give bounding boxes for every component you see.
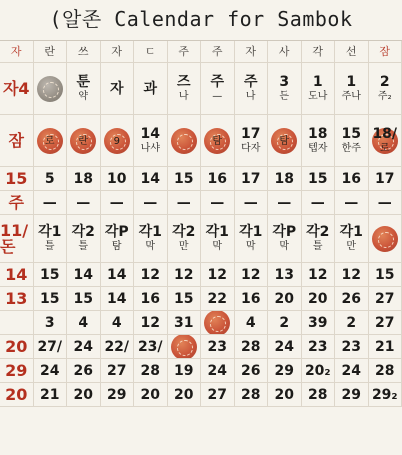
day-cell[interactable]: [268, 63, 302, 115]
day-number: 각1: [38, 225, 61, 239]
row-label: 15: [0, 167, 34, 191]
day-cell[interactable]: [268, 359, 302, 383]
day-cell[interactable]: [134, 167, 168, 191]
weekday-header: 쓰: [67, 41, 101, 63]
day-number: 4: [78, 316, 88, 330]
day-cell[interactable]: [302, 359, 336, 383]
day-cell[interactable]: [168, 63, 202, 115]
day-number: 28: [241, 340, 260, 354]
day-number: 13: [275, 268, 294, 282]
day-number: 39: [308, 316, 327, 330]
day-cell[interactable]: [268, 167, 302, 191]
day-cell[interactable]: [302, 215, 336, 263]
row-label: 자4: [0, 63, 34, 115]
seal-stamp-icon: [204, 311, 230, 335]
day-number: 각2: [72, 225, 95, 239]
day-number: 23/: [138, 340, 163, 354]
weekday-header: 자: [101, 41, 135, 63]
day-note: 나: [179, 92, 189, 102]
day-number: 26: [342, 292, 361, 306]
row-label: 13: [0, 287, 34, 311]
day-number: 20: [74, 388, 93, 402]
day-cell[interactable]: [201, 263, 235, 287]
day-number: —: [43, 196, 57, 210]
day-cell[interactable]: [67, 335, 101, 359]
day-cell[interactable]: [369, 383, 402, 407]
day-cell[interactable]: [34, 359, 68, 383]
day-cell[interactable]: [67, 311, 101, 335]
day-number: 18/: [372, 127, 397, 141]
day-number: —: [311, 196, 325, 210]
day-cell[interactable]: [67, 63, 101, 115]
day-cell[interactable]: [34, 383, 68, 407]
seal-stamp-icon: [37, 76, 63, 102]
day-cell[interactable]: [335, 287, 369, 311]
day-cell[interactable]: [134, 263, 168, 287]
day-number: 2: [279, 316, 289, 330]
day-note: 틀: [313, 242, 323, 252]
seal-stamp-icon: [372, 226, 398, 252]
weekday-header: 자: [0, 41, 34, 63]
day-cell[interactable]: [168, 263, 202, 287]
weekday-header: ㄷ: [134, 41, 168, 63]
day-cell[interactable]: [134, 311, 168, 335]
day-cell[interactable]: [134, 191, 168, 215]
day-cell[interactable]: [134, 115, 168, 167]
day-number: 20: [275, 388, 294, 402]
day-number: 14: [74, 268, 93, 282]
day-cell[interactable]: [101, 383, 135, 407]
day-cell[interactable]: [302, 115, 336, 167]
day-cell[interactable]: [302, 335, 336, 359]
day-number: 14: [141, 172, 160, 186]
day-cell[interactable]: [369, 335, 402, 359]
day-cell[interactable]: [369, 63, 402, 115]
day-number: 15: [342, 127, 361, 141]
day-note: 나: [246, 92, 256, 102]
day-cell[interactable]: [369, 115, 402, 167]
day-number: 24: [40, 364, 59, 378]
day-number: 23: [308, 340, 327, 354]
day-number: 12: [141, 268, 160, 282]
day-cell[interactable]: [67, 191, 101, 215]
day-number: 27: [375, 316, 394, 330]
day-number: —: [244, 196, 258, 210]
day-cell[interactable]: [369, 311, 402, 335]
day-cell[interactable]: [67, 263, 101, 287]
day-number: 주: [244, 75, 258, 89]
day-note: 로: [380, 144, 390, 154]
day-cell[interactable]: [201, 335, 235, 359]
day-cell[interactable]: [67, 359, 101, 383]
day-note: 막: [212, 242, 222, 252]
day-cell[interactable]: [134, 335, 168, 359]
day-note: 9: [114, 137, 120, 147]
day-number: 23: [208, 340, 227, 354]
day-cell[interactable]: [101, 287, 135, 311]
day-number: 10: [107, 172, 126, 186]
day-cell[interactable]: [34, 63, 68, 115]
day-cell[interactable]: [168, 115, 202, 167]
day-number: —: [76, 196, 90, 210]
day-note: 만: [179, 242, 189, 252]
day-cell[interactable]: [34, 191, 68, 215]
day-cell[interactable]: [235, 359, 269, 383]
day-cell[interactable]: [101, 359, 135, 383]
day-number: 20: [308, 292, 327, 306]
day-cell[interactable]: [34, 115, 68, 167]
seal-stamp-icon: [171, 335, 197, 359]
day-note: 막: [246, 242, 256, 252]
day-cell[interactable]: [101, 311, 135, 335]
day-cell[interactable]: [101, 115, 135, 167]
day-cell[interactable]: [201, 359, 235, 383]
day-cell[interactable]: [134, 383, 168, 407]
day-number: 각P: [105, 225, 129, 239]
weekday-header: 사: [268, 41, 302, 63]
day-number: 12: [308, 268, 327, 282]
day-cell[interactable]: [201, 311, 235, 335]
weekday-header: 란: [34, 41, 68, 63]
day-cell[interactable]: [335, 359, 369, 383]
day-cell[interactable]: [101, 167, 135, 191]
day-cell[interactable]: [201, 115, 235, 167]
day-number: 20: [141, 388, 160, 402]
day-number: 27/: [37, 340, 62, 354]
day-number: 17: [375, 172, 394, 186]
day-number: 14: [107, 292, 126, 306]
day-cell[interactable]: [101, 63, 135, 115]
day-cell[interactable]: [235, 311, 269, 335]
day-cell[interactable]: [134, 359, 168, 383]
day-number: 과: [143, 82, 157, 96]
day-cell[interactable]: [201, 287, 235, 311]
day-cell[interactable]: [67, 215, 101, 263]
day-cell[interactable]: [268, 311, 302, 335]
day-note: 로: [45, 137, 55, 147]
day-number: —: [378, 196, 392, 210]
day-number: 4: [112, 316, 122, 330]
day-cell[interactable]: [101, 263, 135, 287]
day-cell[interactable]: [168, 311, 202, 335]
day-cell[interactable]: [235, 167, 269, 191]
day-cell[interactable]: [235, 335, 269, 359]
day-note: 만: [346, 242, 356, 252]
calendar-grid: [0, 40, 402, 455]
day-number: 각1: [139, 225, 162, 239]
weekday-header: 주: [168, 41, 202, 63]
day-cell[interactable]: [168, 191, 202, 215]
day-cell[interactable]: [34, 263, 68, 287]
day-note: 탐: [212, 137, 222, 147]
day-number: 21: [40, 388, 59, 402]
day-number: 24: [342, 364, 361, 378]
day-cell[interactable]: [302, 63, 336, 115]
row-label: 20: [0, 383, 34, 407]
day-number: 29: [107, 388, 126, 402]
day-cell[interactable]: [201, 167, 235, 191]
day-cell[interactable]: [335, 311, 369, 335]
day-cell[interactable]: [302, 383, 336, 407]
day-cell[interactable]: [168, 167, 202, 191]
day-cell[interactable]: [34, 335, 68, 359]
day-number: 15: [174, 292, 193, 306]
day-cell[interactable]: [235, 287, 269, 311]
day-number: 19: [174, 364, 193, 378]
day-note: 막: [145, 242, 155, 252]
day-number: 26: [74, 364, 93, 378]
day-cell[interactable]: [369, 215, 402, 263]
day-number: 12: [241, 268, 260, 282]
day-cell[interactable]: [302, 311, 336, 335]
day-number: 27: [107, 364, 126, 378]
day-number: 28: [375, 364, 394, 378]
day-number: 18: [74, 172, 93, 186]
day-cell[interactable]: [302, 263, 336, 287]
day-number: 18: [308, 127, 327, 141]
day-cell[interactable]: [67, 115, 101, 167]
day-cell[interactable]: [235, 191, 269, 215]
day-cell[interactable]: [235, 215, 269, 263]
day-number: 16: [241, 292, 260, 306]
day-number: —: [277, 196, 291, 210]
day-number: 15: [308, 172, 327, 186]
day-number: 16: [342, 172, 361, 186]
day-note: 다자: [241, 144, 260, 154]
day-cell[interactable]: [335, 63, 369, 115]
day-note: 도나: [308, 92, 327, 102]
day-number: 12: [208, 268, 227, 282]
day-cell[interactable]: [201, 215, 235, 263]
day-number: 29: [342, 388, 361, 402]
day-number: 20: [275, 292, 294, 306]
day-cell[interactable]: [335, 383, 369, 407]
day-cell[interactable]: [335, 263, 369, 287]
weekday-header: 각: [302, 41, 336, 63]
day-number: 24: [275, 340, 294, 354]
day-cell[interactable]: [268, 335, 302, 359]
day-number: 28: [308, 388, 327, 402]
day-number: 31: [174, 316, 193, 330]
day-cell[interactable]: [134, 63, 168, 115]
row-label: 14: [0, 263, 34, 287]
day-number: —: [210, 196, 224, 210]
row-label: 11/돈: [0, 215, 34, 263]
day-number: 29: [275, 364, 294, 378]
day-number: 각1: [340, 225, 363, 239]
day-number: 자: [110, 82, 124, 96]
day-cell[interactable]: [369, 167, 402, 191]
day-cell[interactable]: [101, 191, 135, 215]
day-number: 14: [107, 268, 126, 282]
day-number: 15: [174, 172, 193, 186]
day-number: 24: [208, 364, 227, 378]
day-note: 나샤: [141, 144, 160, 154]
day-number: 각1: [206, 225, 229, 239]
day-cell[interactable]: [335, 167, 369, 191]
day-number: 15: [40, 268, 59, 282]
day-cell[interactable]: [235, 115, 269, 167]
day-cell[interactable]: [134, 287, 168, 311]
day-note: —: [212, 92, 222, 102]
day-number: 16: [208, 172, 227, 186]
day-number: 24: [74, 340, 93, 354]
day-number: —: [110, 196, 124, 210]
day-cell[interactable]: [335, 191, 369, 215]
day-number: 17: [241, 127, 260, 141]
day-number: 28: [141, 364, 160, 378]
day-note: 막: [279, 242, 289, 252]
day-cell[interactable]: [369, 191, 402, 215]
day-number: —: [344, 196, 358, 210]
day-note: 탐: [279, 137, 289, 147]
day-cell[interactable]: [335, 335, 369, 359]
day-number: 3: [45, 316, 55, 330]
day-cell[interactable]: [369, 263, 402, 287]
weekday-header: 잠: [369, 41, 402, 63]
day-cell[interactable]: [268, 383, 302, 407]
day-cell[interactable]: [201, 63, 235, 115]
day-cell[interactable]: [235, 263, 269, 287]
day-cell[interactable]: [201, 191, 235, 215]
day-number: 22/: [104, 340, 129, 354]
day-note: 탐: [112, 242, 122, 252]
day-number: 26: [241, 364, 260, 378]
day-cell[interactable]: [335, 115, 369, 167]
day-number: 12: [342, 268, 361, 282]
row-label: 잠: [0, 115, 34, 167]
day-cell[interactable]: [268, 191, 302, 215]
day-note: 텝자: [308, 144, 327, 154]
day-note: 주₂: [378, 92, 392, 102]
day-note: 든: [279, 92, 289, 102]
row-label: 20: [0, 335, 34, 359]
day-number: 23: [342, 340, 361, 354]
day-number: 17: [241, 172, 260, 186]
day-note: 란: [78, 137, 88, 147]
day-number: 29₂: [372, 388, 398, 402]
day-cell[interactable]: [268, 215, 302, 263]
day-cell[interactable]: [168, 335, 202, 359]
day-number: 21: [375, 340, 394, 354]
day-number: 4: [246, 316, 256, 330]
day-cell[interactable]: [34, 311, 68, 335]
day-number: 14: [141, 127, 160, 141]
day-number: 18: [275, 172, 294, 186]
day-number: 16: [141, 292, 160, 306]
day-number: 주: [210, 75, 224, 89]
row-label: [0, 311, 34, 335]
day-number: 1: [313, 75, 323, 89]
day-number: 즈: [177, 75, 191, 89]
day-number: 15: [40, 292, 59, 306]
day-number: 2: [380, 75, 390, 89]
day-cell[interactable]: [101, 335, 135, 359]
weekday-header: 자: [235, 41, 269, 63]
day-note: 틀: [45, 242, 55, 252]
day-number: 3: [279, 75, 289, 89]
seal-stamp-icon: [171, 128, 197, 154]
day-number: 툰: [76, 75, 90, 89]
day-cell[interactable]: [67, 383, 101, 407]
day-cell[interactable]: [268, 115, 302, 167]
day-cell[interactable]: [335, 215, 369, 263]
day-cell[interactable]: [168, 359, 202, 383]
day-number: 1: [346, 75, 356, 89]
weekday-header: 주: [201, 41, 235, 63]
day-cell[interactable]: [67, 167, 101, 191]
day-number: 20₂: [305, 364, 331, 378]
day-cell[interactable]: [201, 383, 235, 407]
day-cell[interactable]: [235, 63, 269, 115]
day-number: 각2: [306, 225, 329, 239]
day-number: 각2: [172, 225, 195, 239]
day-number: 28: [241, 388, 260, 402]
day-number: 각1: [239, 225, 262, 239]
row-label: 주: [0, 191, 34, 215]
day-number: 5: [45, 172, 55, 186]
day-number: 12: [141, 316, 160, 330]
day-number: —: [177, 196, 191, 210]
day-cell[interactable]: [369, 359, 402, 383]
day-cell[interactable]: [168, 215, 202, 263]
day-note: 틀: [78, 242, 88, 252]
day-number: 20: [174, 388, 193, 402]
day-cell[interactable]: [168, 287, 202, 311]
day-cell[interactable]: [67, 287, 101, 311]
day-cell[interactable]: [34, 215, 68, 263]
day-cell[interactable]: [302, 287, 336, 311]
row-label: 29: [0, 359, 34, 383]
day-cell[interactable]: [101, 215, 135, 263]
day-number: 15: [74, 292, 93, 306]
page-title: (알존 Calendar for Sambok: [49, 3, 352, 32]
day-cell[interactable]: [302, 167, 336, 191]
day-cell[interactable]: [235, 383, 269, 407]
day-cell[interactable]: [34, 287, 68, 311]
day-number: 27: [208, 388, 227, 402]
day-cell[interactable]: [168, 383, 202, 407]
day-cell[interactable]: [268, 287, 302, 311]
day-number: 27: [375, 292, 394, 306]
day-number: —: [143, 196, 157, 210]
day-number: 22: [208, 292, 227, 306]
day-number: 12: [174, 268, 193, 282]
day-note: 주나: [342, 92, 361, 102]
day-number: 2: [346, 316, 356, 330]
day-note: 한주: [342, 144, 361, 154]
day-cell[interactable]: [302, 191, 336, 215]
day-cell[interactable]: [134, 215, 168, 263]
day-cell[interactable]: [268, 263, 302, 287]
day-cell[interactable]: [369, 287, 402, 311]
weekday-header: 선: [335, 41, 369, 63]
day-note: 약: [78, 92, 88, 102]
calendar-title-bar: [0, 0, 402, 34]
day-number: 15: [375, 268, 394, 282]
day-cell[interactable]: [34, 167, 68, 191]
day-number: 각P: [272, 225, 296, 239]
